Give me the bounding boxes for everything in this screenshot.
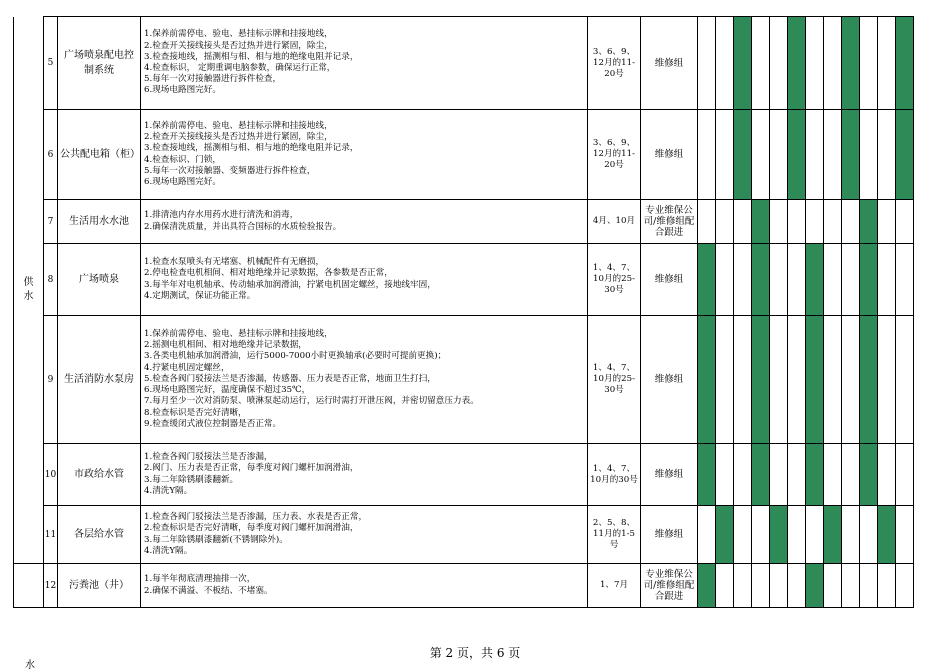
month-cell: [896, 200, 914, 244]
item-number: 8: [44, 244, 58, 316]
month-cell: [788, 200, 806, 244]
month-cell-scheduled: [860, 244, 878, 316]
month-cell-scheduled: [788, 110, 806, 200]
month-cell: [896, 316, 914, 444]
content-line: 2.检查标识是否完好清晰，每季度对阀门螺杆加润滑油，: [144, 523, 359, 534]
table-row: [14, 17, 914, 110]
month-cell-scheduled: [698, 316, 716, 444]
month-cell: [716, 17, 734, 110]
month-cell-scheduled: [842, 17, 860, 110]
month-cell: [824, 200, 842, 244]
table-row: [14, 244, 914, 316]
responsible-cell: 维修组: [641, 316, 698, 444]
month-cell: [860, 506, 878, 564]
month-cell: [878, 17, 896, 110]
corner-text: 水: [25, 660, 35, 671]
month-cell: [716, 444, 734, 506]
item-name: 市政给水管: [58, 444, 141, 506]
item-name: 广场喷泉: [58, 244, 141, 316]
month-cell: [752, 17, 770, 110]
month-cell: [860, 110, 878, 200]
month-cell: [788, 244, 806, 316]
month-cell: [842, 506, 860, 564]
month-cell-scheduled: [752, 200, 770, 244]
month-cell: [698, 17, 716, 110]
month-cell: [860, 564, 878, 608]
month-cell-scheduled: [698, 444, 716, 506]
content-line: 1.排清池内存水用药水进行清洗和消毒，: [144, 210, 299, 221]
maintenance-content: [141, 506, 588, 564]
month-cell-scheduled: [842, 110, 860, 200]
content-line: 1.每半年彻底清理抽排一次，: [144, 574, 256, 585]
responsible-cell: 专业维保公司/维修组配合跟进: [641, 200, 698, 244]
month-cell: [842, 564, 860, 608]
month-cell: [734, 244, 752, 316]
item-name: 公共配电箱（柜）: [58, 110, 141, 200]
table-row: [14, 316, 914, 444]
month-cell: [878, 444, 896, 506]
schedule-cell: 4月、10月: [588, 200, 641, 244]
content-line: 4.清洗Y隔。: [144, 545, 193, 556]
month-cell: [752, 110, 770, 200]
month-cell-scheduled: [752, 444, 770, 506]
content-line: 1.保养前需停电、验电、悬挂标示牌和挂接地线，: [144, 329, 333, 340]
month-cell: [824, 110, 842, 200]
content-line: 3.每半年对电机轴承、传动轴承加润滑油，拧紧电机固定螺丝，接地线牢固，: [144, 279, 436, 290]
month-cell: [824, 316, 842, 444]
content-line: 3.各类电机轴承加润滑油，运行5000-7000小时更换轴承(必要时可提前更换)；: [144, 351, 447, 362]
month-cell-scheduled: [770, 506, 788, 564]
month-cell: [842, 316, 860, 444]
month-cell: [806, 200, 824, 244]
month-cell: [806, 110, 824, 200]
month-cell: [716, 244, 734, 316]
responsible-cell: 专业维保公司/维修组配合跟进: [641, 564, 698, 608]
month-cell: [806, 506, 824, 564]
item-number: 6: [44, 110, 58, 200]
month-cell: [824, 17, 842, 110]
content-line: 9.检查缓闭式液位控制器是否正常。: [144, 418, 282, 429]
month-cell: [770, 110, 788, 200]
content-line: 3.每二年除锈刷漆翻新。: [144, 474, 239, 485]
month-cell: [878, 110, 896, 200]
item-name: 生活用水水池: [58, 200, 141, 244]
month-cell: [824, 564, 842, 608]
page-footer: 第 2 页，共 6 页: [429, 646, 521, 660]
content-line: 1.保养前需停电、验电、悬挂标示牌和挂接地线，: [144, 29, 333, 40]
month-cell: [734, 444, 752, 506]
schedule-cell: 1、4、7、10月的25-30号: [588, 316, 641, 444]
month-cell: [734, 564, 752, 608]
month-cell: [896, 506, 914, 564]
item-number: 12: [44, 564, 58, 608]
responsible-cell: 维修组: [641, 444, 698, 506]
month-cell: [716, 316, 734, 444]
content-line: 1.检查水泵喷头有无堵塞、机械配件有无磨损，: [144, 257, 325, 268]
month-cell-scheduled: [734, 110, 752, 200]
month-cell: [788, 564, 806, 608]
content-line: 4.拧紧电机固定螺丝，: [144, 362, 230, 373]
month-cell: [752, 564, 770, 608]
month-cell: [698, 200, 716, 244]
month-cell: [788, 444, 806, 506]
month-cell-scheduled: [806, 564, 824, 608]
content-line: 4.定期测试，保证功能正常。: [144, 290, 256, 301]
month-cell: [770, 17, 788, 110]
content-line: 2.检查开关接线接头是否过热并进行紧固，除尘，: [144, 132, 333, 143]
maintenance-content: [141, 444, 588, 506]
content-line: 5.每年一次对接触器进行拆件检查，: [144, 74, 282, 85]
month-cell: [770, 316, 788, 444]
month-cell: [770, 564, 788, 608]
item-name: 污粪池（井）: [58, 564, 141, 608]
month-cell: [788, 506, 806, 564]
maintenance-content: [141, 316, 588, 444]
month-cell-scheduled: [788, 17, 806, 110]
content-line: 4.检查标识、门锁，: [144, 154, 221, 165]
month-cell-scheduled: [806, 316, 824, 444]
table-row: [14, 444, 914, 506]
month-cell: [842, 444, 860, 506]
schedule-cell: 3、6、9、12月的11-20号: [588, 110, 641, 200]
maintenance-content: [141, 200, 588, 244]
responsible-cell: 维修组: [641, 506, 698, 564]
content-line: 7.每月至少一次对消防泵、喷淋泵起动运行，运行时需打开泄压阀，并密切留意压力表。: [144, 396, 479, 407]
schedule-cell: 3、6、9、12月的11-20号: [588, 17, 641, 110]
month-cell: [716, 110, 734, 200]
maintenance-content: [141, 564, 588, 608]
month-cell-scheduled: [698, 244, 716, 316]
month-cell-scheduled: [752, 316, 770, 444]
item-name: 广场喷泉配电控制系统: [58, 17, 141, 110]
month-cell: [752, 506, 770, 564]
content-line: 1.保养前需停电、验电、悬挂标示牌和挂接地线，: [144, 120, 333, 131]
month-cell-scheduled: [860, 444, 878, 506]
content-line: 6.现场电路图完好。: [144, 176, 221, 187]
month-cell: [878, 564, 896, 608]
content-line: 1.检查各阀门驳接法兰是否渗漏，压力表、水表是否正常，: [144, 512, 368, 523]
item-name: 生活消防水泵房: [58, 316, 141, 444]
month-cell-scheduled: [716, 506, 734, 564]
schedule-cell: 1、7月: [588, 564, 641, 608]
item-number: 10: [44, 444, 58, 506]
content-line: 2.确保不满溢、不板结、不堵塞。: [144, 585, 273, 596]
content-line: 2.摇测电机相间、相对地绝缘并记录数据，: [144, 340, 307, 351]
responsible-cell: 维修组: [641, 244, 698, 316]
maintenance-table: [13, 16, 914, 608]
month-cell: [878, 200, 896, 244]
month-cell: [716, 200, 734, 244]
month-cell: [734, 200, 752, 244]
month-cell-scheduled: [878, 506, 896, 564]
maintenance-content: [141, 17, 588, 110]
month-cell-scheduled: [698, 564, 716, 608]
month-cell-scheduled: [896, 110, 914, 200]
schedule-cell: 1、4、7、10月的25-30号: [588, 244, 641, 316]
month-cell: [896, 444, 914, 506]
month-cell: [878, 244, 896, 316]
content-line: 2.确保清洗质量，并出具符合国标的水质检验报告。: [144, 221, 342, 232]
month-cell: [698, 110, 716, 200]
month-cell: [860, 17, 878, 110]
item-number: 5: [44, 17, 58, 110]
content-line: 2.停电检查电机相间、相对地绝缘并记录数据，各参数是否正常，: [144, 268, 393, 279]
content-line: 4.清洗Y隔。: [144, 485, 193, 496]
content-line: 5.检查各阀门驳接法兰是否渗漏，传感器、压力表是否正常，地面卫生打扫，: [144, 373, 436, 384]
category-cell-continued: [14, 564, 44, 608]
month-cell-scheduled: [806, 244, 824, 316]
month-cell-scheduled: [896, 17, 914, 110]
content-line: 3.每二年除锈刷漆翻新(不锈钢除外)。: [144, 534, 288, 545]
month-cell: [878, 316, 896, 444]
item-number: 11: [44, 506, 58, 564]
month-cell-scheduled: [860, 200, 878, 244]
content-line: 2.阀门、压力表是否正常，每季度对阀门螺杆加润滑油，: [144, 463, 359, 474]
table-row: [14, 110, 914, 200]
category-label: 供水: [23, 276, 34, 302]
month-cell: [788, 316, 806, 444]
schedule-cell: 2、5、8、11月的1-5号: [588, 506, 641, 564]
content-line: 5.每年一次对接触器、变频器进行拆件检查，: [144, 165, 316, 176]
item-name: 各层给水管: [58, 506, 141, 564]
month-cell: [824, 444, 842, 506]
month-cell-scheduled: [824, 506, 842, 564]
month-cell-scheduled: [806, 444, 824, 506]
content-line: 6.现场电路图完好，温度确保不超过35℃，: [144, 385, 311, 396]
content-line: 3.检查接地线，摇测相与相、相与地的绝缘电阻并记录，: [144, 143, 359, 154]
month-cell: [698, 506, 716, 564]
month-cell-scheduled: [752, 244, 770, 316]
month-cell-scheduled: [734, 17, 752, 110]
month-cell-scheduled: [860, 316, 878, 444]
month-cell: [842, 200, 860, 244]
table-row: [14, 200, 914, 244]
month-cell: [824, 244, 842, 316]
content-line: 3.检查接地线，摇测相与相、相与地的绝缘电阻并记录，: [144, 51, 359, 62]
month-cell: [734, 506, 752, 564]
schedule-cell: 1、4、7、10月的30号: [588, 444, 641, 506]
responsible-cell: 维修组: [641, 17, 698, 110]
content-line: 4.检查标识， 定期重调电脑参数，确保运行正常，: [144, 63, 336, 73]
month-cell: [806, 17, 824, 110]
month-cell: [770, 244, 788, 316]
content-line: 1.检查各阀门驳接法兰是否渗漏，: [144, 452, 273, 463]
month-cell: [770, 444, 788, 506]
month-cell: [716, 564, 734, 608]
month-cell: [770, 200, 788, 244]
content-line: 2.检查开关接线接头是否过热并进行紧固，除尘，: [144, 40, 333, 51]
content-line: 6.现场电路图完好。: [144, 85, 221, 96]
month-cell: [734, 316, 752, 444]
month-cell: [842, 244, 860, 316]
content-line: 8.检查标识是否完好清晰，: [144, 407, 247, 418]
maintenance-content: [141, 110, 588, 200]
item-number: 7: [44, 200, 58, 244]
maintenance-content: [141, 244, 588, 316]
month-cell: [896, 564, 914, 608]
month-cell: [896, 244, 914, 316]
table-row: [14, 564, 914, 608]
item-number: 9: [44, 316, 58, 444]
category-cell: [14, 17, 44, 564]
table-row: [14, 506, 914, 564]
responsible-cell: 维修组: [641, 110, 698, 200]
